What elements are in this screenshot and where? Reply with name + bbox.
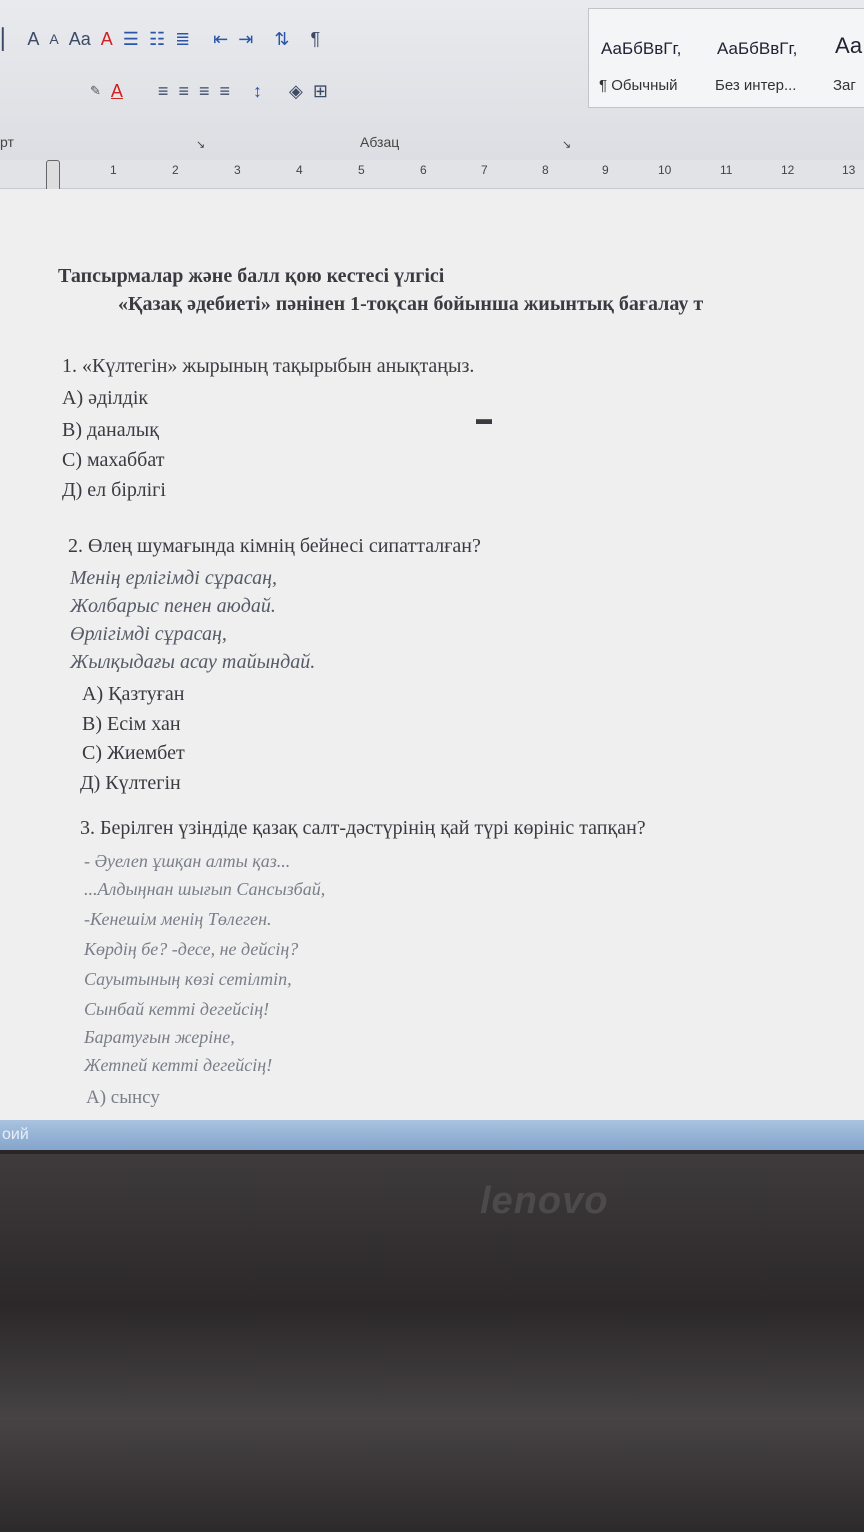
ruler-tick: 5: [358, 163, 365, 177]
numbering-icon[interactable]: ☷: [148, 28, 166, 49]
ruler-tick: 1: [110, 163, 117, 177]
style-sample-heading[interactable]: Аа: [835, 33, 863, 58]
ruler-tick: 6: [420, 163, 427, 177]
font-toolbar-row: [0, 24, 325, 54]
q3-poem-line: Баратуғын жеріне,: [84, 1027, 235, 1047]
q3-poem-line: -Кенешім менің Төлеген.: [84, 909, 272, 929]
indent-marker-icon[interactable]: [46, 160, 60, 192]
document-subtitle: «Қазақ әдебиеті» пәнінен 1-тоқсан бойынша жиынтық бағалау т: [118, 293, 704, 315]
ruler-tick: 11: [720, 163, 733, 177]
q3-poem-line: Жетпей кетті дегейсің!: [84, 1055, 273, 1075]
paragraph-group-label: Абзац: [360, 134, 400, 150]
q2-option-c: С) Жиембет: [82, 742, 185, 764]
line-spacing-icon[interactable]: ↕: [252, 80, 262, 101]
q2-option-b: В) Есім хан: [82, 713, 181, 735]
question-1: 1. «Күлтегін» жырының тақырыбын анықтаңыз.: [62, 355, 475, 377]
q3-poem-line: - Әуелеп ұшқан алты қаз...: [84, 851, 291, 871]
ruler-tick: 12: [781, 163, 795, 177]
document-title: Тапсырмалар және балл қою кестесі үлгісі: [58, 265, 445, 287]
laptop-bezel: [0, 1154, 864, 1532]
ruler-tick: 2: [172, 163, 179, 177]
ribbon: [0, 0, 864, 161]
shrink-font-icon[interactable]: A: [49, 31, 59, 47]
font-color-icon[interactable]: A: [110, 80, 123, 101]
q2-poem-line: Жылқыдағы асау тайындай.: [70, 651, 316, 673]
change-case-icon[interactable]: Aa: [68, 28, 91, 49]
q3-poem-line: Сауытының көзі сетілтіп,: [84, 969, 292, 989]
document-page[interactable]: [0, 189, 864, 1129]
q1-option-d: Д) ел бірлігі: [62, 479, 166, 501]
taskbar-label: оий: [2, 1126, 29, 1143]
taskbar[interactable]: [0, 1120, 864, 1150]
q2-poem-line: Жолбарыс пенен аюдай.: [70, 595, 276, 617]
borders-icon[interactable]: ⊞: [312, 80, 328, 101]
text-cursor: ▬: [476, 411, 492, 428]
pilcrow-icon[interactable]: ¶: [310, 28, 321, 49]
font-group-label: рт: [0, 134, 14, 150]
q1-option-a: А) әділдік: [62, 387, 149, 409]
style-sample-no-spacing[interactable]: АаБбВвГг,: [717, 39, 798, 58]
q3-poem-line: ...Алдыңнан шығып Сансызбай,: [84, 879, 326, 899]
q3-option-a: А) сынсу: [86, 1087, 160, 1108]
ruler-tick: 3: [234, 163, 241, 177]
ruler-tick: 9: [602, 163, 609, 177]
justify-icon[interactable]: ≡: [219, 80, 230, 101]
left-edge-icon: ▏: [2, 28, 18, 51]
shading-icon[interactable]: ◈: [288, 80, 303, 101]
q3-poem-line: Көрдің бе? -десе, не дейсің?: [84, 939, 299, 959]
question-3: 3. Берілген үзіндіде қазақ салт-дәстүрінің қай түрі көрініс тапқан?: [80, 817, 646, 839]
align-center-icon[interactable]: ≡: [178, 80, 189, 101]
q1-option-b: В) даналық: [62, 419, 159, 441]
style-name-heading: Заг: [833, 77, 856, 94]
decrease-indent-icon[interactable]: ⇤: [213, 28, 229, 49]
q1-option-c: С) махаббат: [62, 449, 165, 471]
q3-poem-line: Сынбай кетті дегейсің!: [84, 999, 270, 1019]
ruler-tick: 7: [481, 163, 488, 177]
style-sample-normal[interactable]: АаБбВвГг,: [601, 39, 682, 58]
ruler-tick: 10: [658, 163, 672, 177]
align-left-icon[interactable]: ≡: [157, 80, 169, 101]
ruler[interactable]: [0, 160, 864, 189]
sort-icon[interactable]: ⇅: [274, 28, 290, 49]
q2-option-a: А) Қазтуған: [82, 683, 185, 705]
question-2: 2. Өлең шумағында кімнің бейнесі сипатталған?: [68, 535, 481, 557]
bullets-icon[interactable]: ☰: [122, 28, 139, 49]
paragraph-dialog-launcher-icon[interactable]: ↘: [562, 139, 572, 151]
styles-gallery[interactable]: [588, 8, 864, 108]
clear-format-icon[interactable]: A: [100, 28, 113, 49]
q2-option-d: Д) Күлтегін: [80, 772, 181, 794]
style-name-normal: ¶ Обычный: [599, 77, 678, 94]
ruler-tick: 4: [296, 163, 303, 177]
style-name-no-spacing: Без интер...: [715, 77, 797, 94]
q2-poem-line: Менің ерлігімді сұрасаң,: [70, 567, 278, 589]
grow-font-icon[interactable]: A: [27, 28, 40, 49]
lenovo-logo: lenovo: [480, 1180, 609, 1222]
highlight-icon[interactable]: ✎: [90, 83, 101, 98]
align-right-icon[interactable]: ≡: [198, 80, 210, 101]
paragraph-toolbar-row: [0, 76, 333, 106]
ruler-tick: 8: [542, 163, 549, 177]
increase-indent-icon[interactable]: ⇥: [238, 28, 254, 49]
q2-poem-line: Өрлігімді сұрасаң,: [70, 623, 227, 645]
multilevel-list-icon[interactable]: ≣: [175, 28, 191, 49]
ruler-tick: 13: [842, 163, 856, 177]
font-dialog-launcher-icon[interactable]: ↘: [196, 139, 206, 151]
